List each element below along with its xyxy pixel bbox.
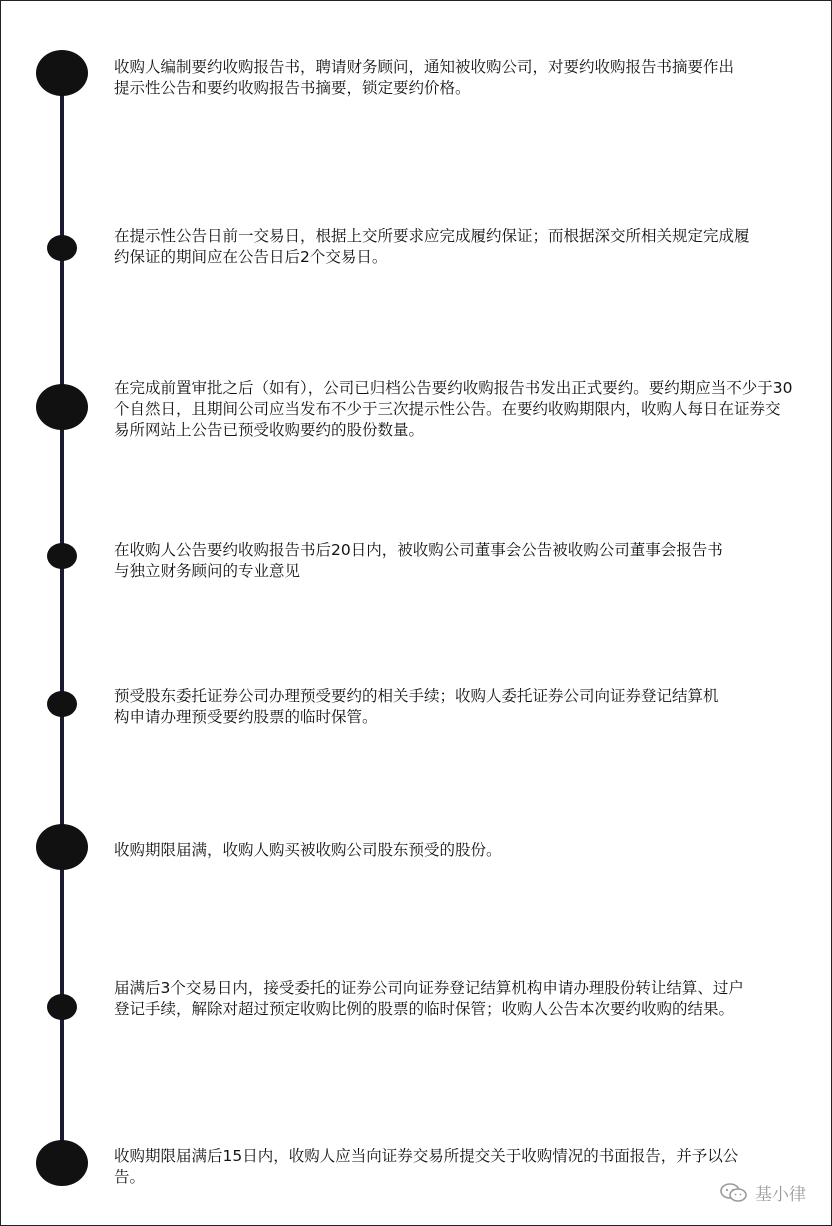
step-text-5: 预受股东委托证券公司办理预受要约的相关手续；收购人委托证券公司向证券登记结算机构申请办理预受要约股票的临时保管。 xyxy=(114,687,719,726)
step-text-3: 在完成前置审批之后（如有），公司已归档公告要约收购报告书发出正式要约。要约期应当不少于30个自然日，且期间公司应当发布不少于三次提示性公告。在要约收购期限内，收购人每日在证券交易所网站上公告已预受收购要约的股份数量。 xyxy=(114,379,793,439)
step-text-1: 收购人编制要约收购报告书，聘请财务顾问，通知被收购公司，对要约收购报告书摘要作出提示性公告和要约收购报告书摘要，锁定要约价格。 xyxy=(114,58,735,97)
watermark xyxy=(719,1180,806,1205)
step-text-6: 收购期限届满，收购人购买被收购公司股东预受的股份。 xyxy=(114,841,502,859)
step-text-2: 在提示性公告日前一交易日，根据上交所要求应完成履约保证；而根据深交所相关规定完成履约保证的期间应在公告日后2个交易日。 xyxy=(114,227,750,266)
timeline-node-6 xyxy=(36,824,88,870)
watermark-text: 基小律 xyxy=(755,1185,806,1205)
timeline-node-8 xyxy=(36,1140,88,1186)
step-text-4: 在收购人公告要约收购报告书后20日内，被收购公司董事会公告被收购公司董事会报告书与独立财务顾问的专业意见 xyxy=(114,541,723,580)
timeline-node-7 xyxy=(47,994,77,1020)
step-text-8: 收购期限届满后15日内，收购人应当向证券交易所提交关于收购情况的书面报告，并予以公告。 xyxy=(114,1147,739,1186)
timeline-node-5 xyxy=(47,691,77,717)
timeline-node-4 xyxy=(47,543,77,569)
wechat-icon xyxy=(719,1182,749,1204)
timeline-node-1 xyxy=(36,50,88,96)
timeline-node-2 xyxy=(47,235,77,261)
step-text-7: 届满后3个交易日内，接受委托的证券公司向证券登记结算机构申请办理股份转让结算、过户登记手续，解除对超过预定收购比例的股票的临时保管；收购人公告本次要约收购的结果。 xyxy=(114,979,744,1018)
timeline-node-3 xyxy=(36,384,88,430)
